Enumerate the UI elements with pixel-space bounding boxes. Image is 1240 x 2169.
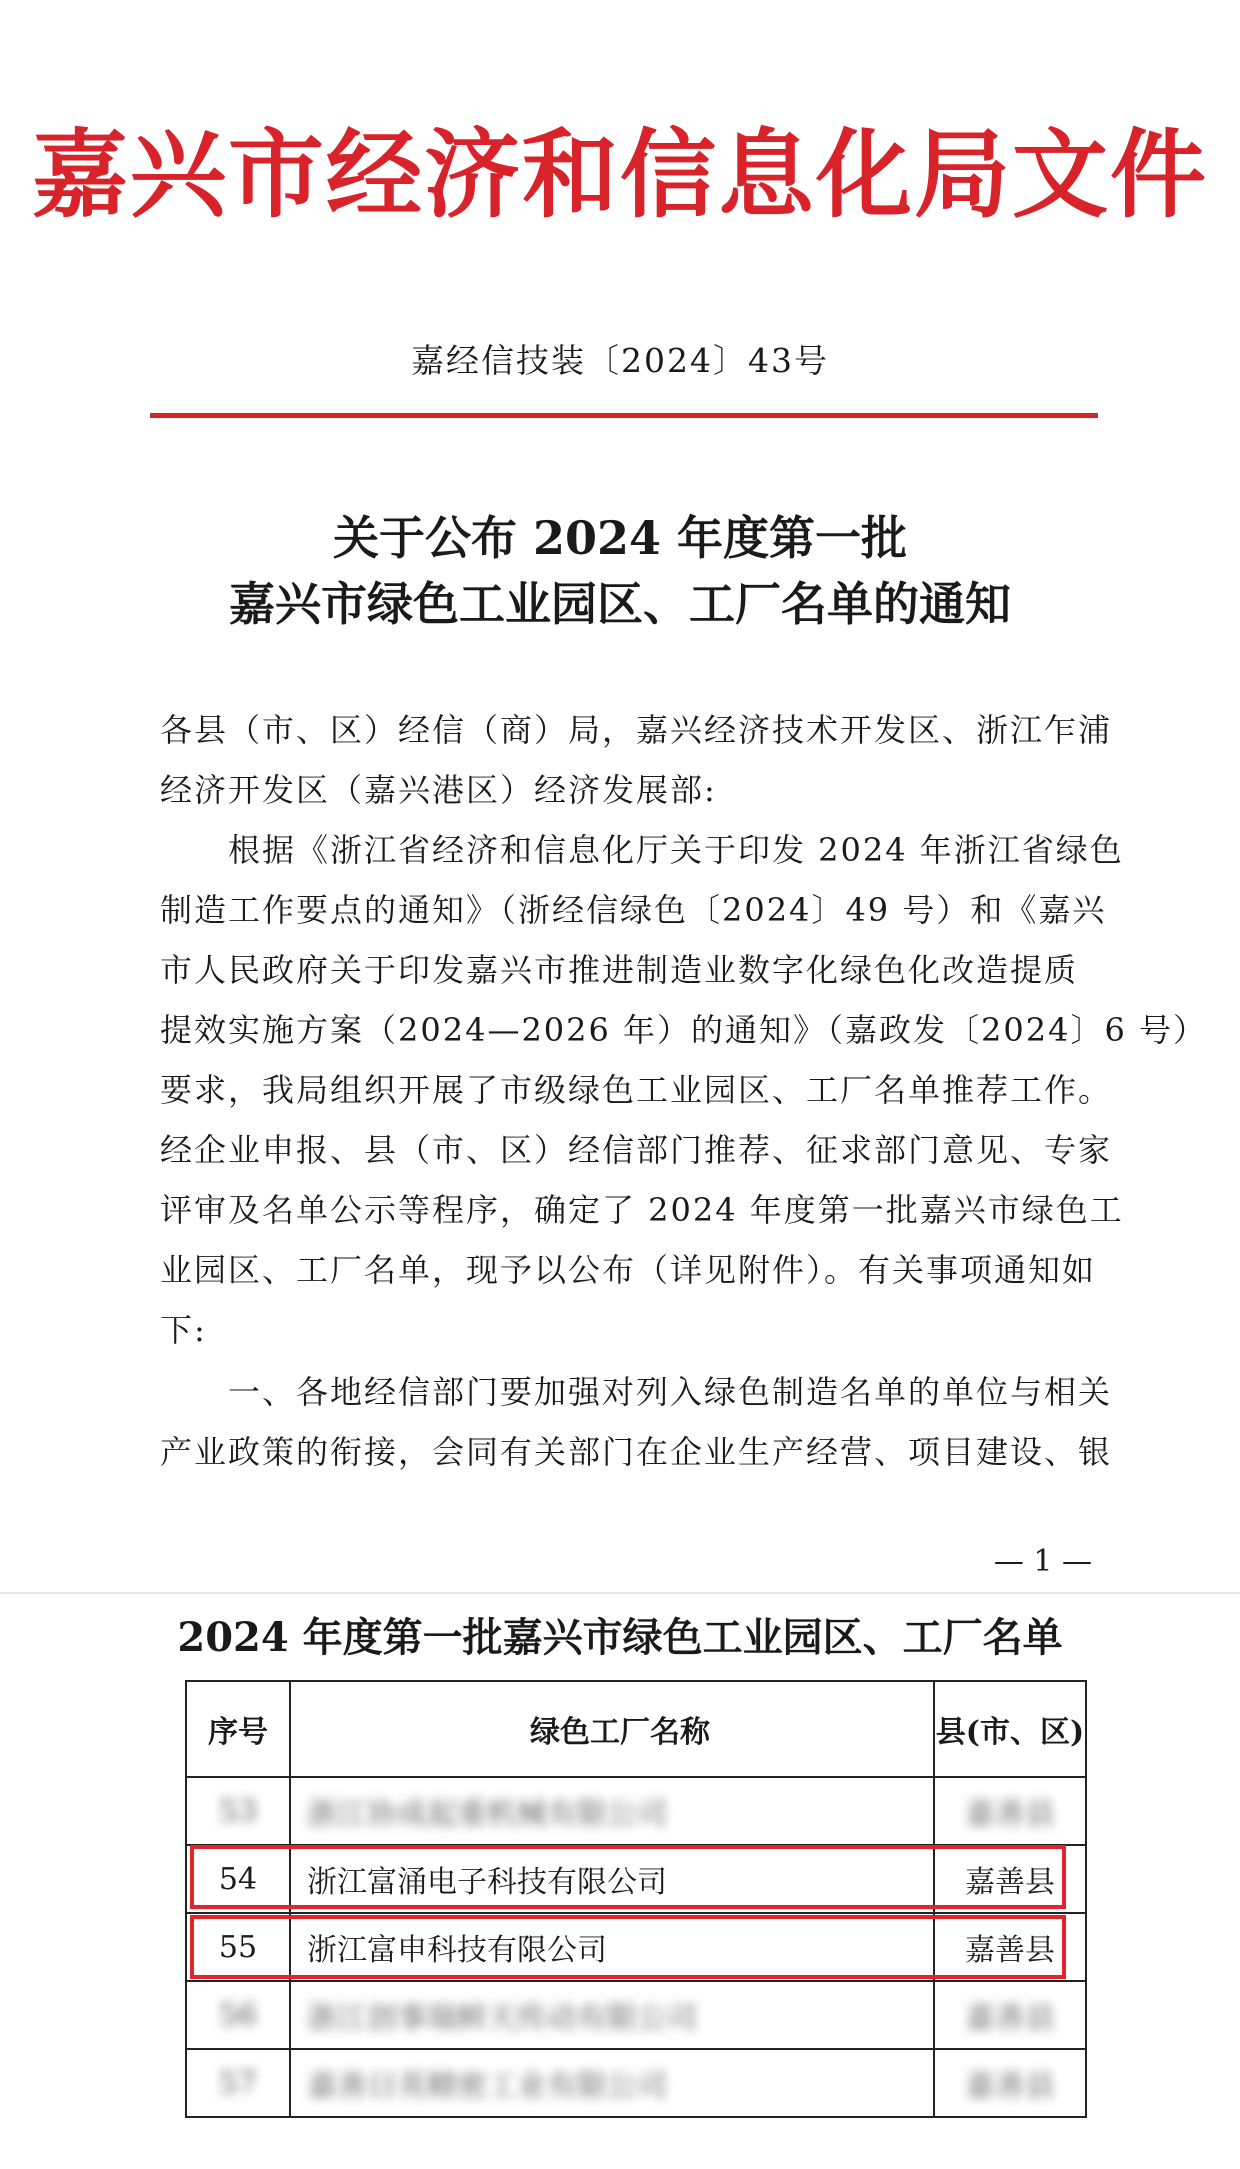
body-line: 根据《浙江省经济和信息化厅关于印发 2024 年浙江省绿色 [160, 831, 1124, 869]
body-line: 产业政策的衔接，会同有关部门在企业生产经营、项目建设、银 [160, 1433, 1113, 1471]
row-number: 54 [218, 1861, 258, 1897]
row-county: 嘉善县 [965, 2069, 1055, 2104]
table-row [186, 1981, 1086, 2049]
row-company-name: 浙江创事瑞鲜天传动有限公司 [307, 2001, 697, 2036]
row-county: 嘉善县 [965, 1933, 1055, 1968]
notice-title-line-2: 嘉兴市绿色工业园区、工厂名单的通知 [229, 577, 1011, 631]
page-separator [0, 1592, 1240, 1594]
list-title: 2024 年度第一批嘉兴市绿色工业园区、工厂名单 [177, 1614, 1063, 1661]
body-line: 业园区、工厂名单，现予以公布（详见附件）。有关事项通知如 [160, 1251, 1097, 1289]
body-line: 经企业申报、县（市、区）经信部门推荐、征求部门意见、专家 [160, 1131, 1113, 1169]
page-number: — 1 — [993, 1544, 1092, 1579]
header-divider [150, 413, 1098, 418]
row-company-name: 嘉善日英精密工业有限公司 [307, 2069, 667, 2104]
highlight-box-row-55 [190, 1915, 1066, 1979]
document-header-title: 嘉兴市经济和信息化局文件 [32, 118, 1208, 231]
table-row [186, 1777, 1086, 1845]
document-number: 嘉经信技装〔2024〕43号 [411, 341, 829, 380]
row-county: 嘉善县 [965, 1865, 1055, 1900]
row-number: 57 [218, 2065, 258, 2101]
table-row [186, 2049, 1086, 2117]
body-line: 评审及名单公示等程序，确定了 2024 年度第一批嘉兴市绿色工 [160, 1191, 1124, 1229]
row-number: 55 [218, 1929, 258, 1965]
row-company-name: 浙江富涌电子科技有限公司 [307, 1865, 667, 1900]
body-line: 提效实施方案（2024—2026 年）的通知》（嘉政发〔2024〕6 号） [160, 1011, 1208, 1049]
row-company-name: 浙江协成起重机械有限公司 [307, 1797, 667, 1832]
body-line: 制造工作要点的通知》（浙经信绿色〔2024〕49 号）和《嘉兴 [160, 891, 1107, 929]
notice-title-line-1: 关于公布 2024 年度第一批 [332, 511, 908, 565]
row-county: 嘉善县 [965, 1797, 1055, 1832]
header-cell-name: 绿色工厂名称 [290, 1681, 934, 1777]
body-line: 经济开发区（嘉兴港区）经济发展部: [160, 771, 717, 809]
row-number: 53 [218, 1793, 258, 1829]
body-line: 市人民政府关于印发嘉兴市推进制造业数字化绿色化改造提质 [160, 951, 1079, 989]
body-line: 要求，我局组织开展了市级绿色工业园区、工厂名单推荐工作。 [160, 1071, 1113, 1109]
highlight-box-row-54 [190, 1845, 1066, 1909]
body-line: 下: [160, 1311, 207, 1349]
row-number: 56 [218, 1997, 258, 2033]
body-line: 各县（市、区）经信（商）局，嘉兴经济技术开发区、浙江乍浦 [160, 711, 1113, 749]
header-cell-no: 序号 [186, 1681, 290, 1777]
header-cell-county: 县(市、区) [934, 1681, 1086, 1777]
body-line: 一、各地经信部门要加强对列入绿色制造名单的单位与相关 [160, 1373, 1113, 1411]
row-county: 嘉善县 [965, 2001, 1055, 2036]
row-company-name: 浙江富申科技有限公司 [307, 1933, 607, 1968]
table-header-row [186, 1681, 1086, 1777]
